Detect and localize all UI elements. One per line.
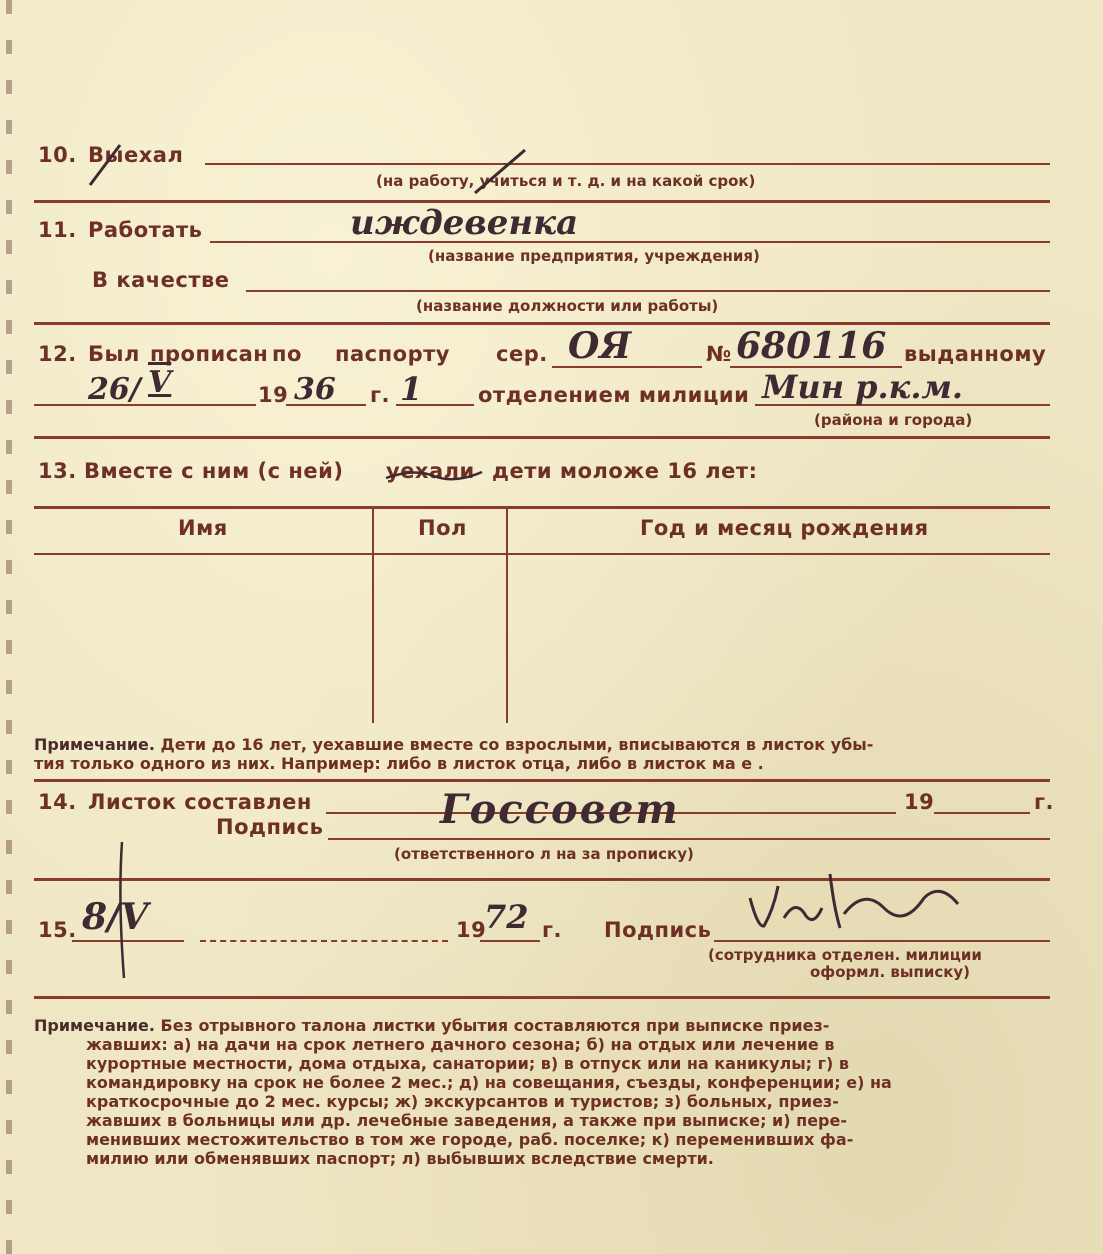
note-issuance-line7: менивших местожительство в том же городе, раб. поселке; к) переменивших фа- — [86, 1130, 854, 1149]
issue-date-month: V — [148, 365, 172, 400]
note-issuance — [34, 1016, 892, 1168]
note-issuance-line2: жавших: а) на дачи на срок летнего дачного сезона; б) на отдых или лечение в — [86, 1035, 835, 1054]
discharge-year: 72 — [484, 898, 529, 936]
strike-mark — [384, 466, 484, 486]
section-11-number: 11. — [38, 218, 77, 242]
table-header-rule — [34, 553, 1050, 555]
note-children-line2: тия только одного из них. Например: либо в листок отца, либо в листок ма е . — [34, 754, 764, 773]
work-line — [210, 241, 1050, 243]
official-signature — [744, 868, 964, 948]
departed-checkmark — [80, 140, 160, 200]
note-issuance-line8: милию или обменявших паспорт; л) выбывших вследствие смерти. — [86, 1149, 714, 1168]
note-issuance-line6: жавших в больницы или др. лечебные заведения, а также при выписке; и) пере- — [86, 1111, 847, 1130]
note-issuance-line4: командировку на срок не более 2 мес.; д) на совещания, съезды, конференции; е) на — [86, 1073, 892, 1092]
series-label: сер. — [496, 342, 548, 366]
section-13-number: 13. — [38, 459, 77, 483]
responsible-signature: Госсовет — [440, 786, 680, 833]
official-signature-label: Подпись — [604, 918, 712, 942]
departed-slash — [470, 148, 530, 198]
table-header-name: Имя — [178, 516, 228, 540]
dept-name: Мин р.к.м. — [762, 368, 964, 406]
issue-date-line — [34, 404, 256, 406]
signature-hint: (ответственного л на за прописку) — [394, 845, 694, 863]
passport-number: 680116 — [736, 325, 887, 367]
official-hint-1: (сотрудника отделен. милиции — [708, 946, 982, 964]
note-issuance-label: Примечание. — [34, 1016, 155, 1035]
perforated-edge — [6, 0, 12, 1254]
compiled-year-line — [934, 812, 1030, 814]
position-hint: (название должности или работы) — [416, 297, 719, 315]
discharge-date: 8/V — [82, 896, 149, 938]
discharge-year-suffix: г. — [542, 918, 562, 942]
work-label: Работать — [88, 218, 203, 242]
compiled-year-prefix: 19 — [904, 790, 935, 814]
work-hint: (название предприятия, учреждения) — [428, 247, 760, 265]
issue-date-day: 26/ — [88, 372, 141, 407]
note-children-label: Примечание. — [34, 735, 155, 754]
table-header-sex: Пол — [418, 516, 467, 540]
number-label: № — [706, 342, 732, 366]
section-15-number: 15. — [38, 918, 77, 942]
issued-label: выданному — [904, 342, 1047, 366]
registered-word-was: Был — [88, 342, 140, 366]
compiled-label: Листок составлен — [88, 790, 312, 814]
note-issuance-line1: Без отрывного талона листки убытия составляются при выписке приез- — [160, 1016, 830, 1035]
section-divider — [34, 996, 1050, 999]
work-value: иждевенка — [350, 203, 579, 243]
dept-number: 1 — [400, 370, 423, 408]
section-divider — [34, 322, 1050, 325]
section-14-number: 14. — [38, 790, 77, 814]
position-label: В качестве — [92, 268, 230, 292]
issue-year-suffix: г. — [370, 383, 390, 407]
signature-label: Подпись — [216, 815, 324, 839]
position-line — [246, 290, 1050, 292]
note-children-line1: Дети до 16 лет, уехавшие вместе со взрослыми, вписываются в листок убы- — [160, 735, 874, 754]
discharge-year-prefix: 19 — [456, 918, 487, 942]
registered-word-by: по — [272, 342, 302, 366]
children-text-after: дети моложе 16 лет: — [492, 459, 758, 483]
signature-line — [328, 838, 1050, 840]
table-header-birth: Год и месяц рождения — [640, 516, 929, 540]
passport-series: ОЯ — [568, 325, 632, 367]
note-children — [34, 735, 873, 773]
note-issuance-line3: курортные местности, дома отдыха, санатории; в) в отпуск или на каникулы; г) в — [86, 1054, 850, 1073]
section-12-number: 12. — [38, 342, 77, 366]
children-text-before: Вместе с ним (с ней) — [84, 459, 344, 483]
table-top-rule — [34, 506, 1050, 509]
date-flourish — [110, 840, 150, 980]
issue-year: 36 — [294, 372, 336, 407]
table-body — [34, 556, 1050, 722]
compiled-year-suffix: г. — [1034, 790, 1054, 814]
section-10-number: 10. — [38, 143, 77, 167]
issue-year-prefix: 19 — [258, 383, 289, 407]
dept-label: отделением милиции — [478, 383, 750, 407]
registered-word: прописан — [150, 342, 269, 366]
note-issuance-line5: краткосрочные до 2 мес. курсы; ж) экскурсантов и туристов; з) больных, приез- — [86, 1092, 839, 1111]
section-divider — [34, 436, 1050, 439]
passport-word: паспорту — [335, 342, 450, 366]
departed-label: Выехал — [88, 143, 184, 167]
children-struck-word: уехали — [386, 459, 475, 483]
departed-hint: (на работу, учиться и т. д. и на какой срок) — [376, 172, 756, 190]
discharge-date-line-2 — [200, 940, 448, 942]
section-divider — [34, 779, 1050, 782]
dept-hint: (района и города) — [814, 411, 973, 429]
discharge-year-line — [480, 940, 540, 942]
departed-line — [205, 163, 1050, 165]
official-hint-2: оформл. выписку) — [810, 963, 971, 981]
